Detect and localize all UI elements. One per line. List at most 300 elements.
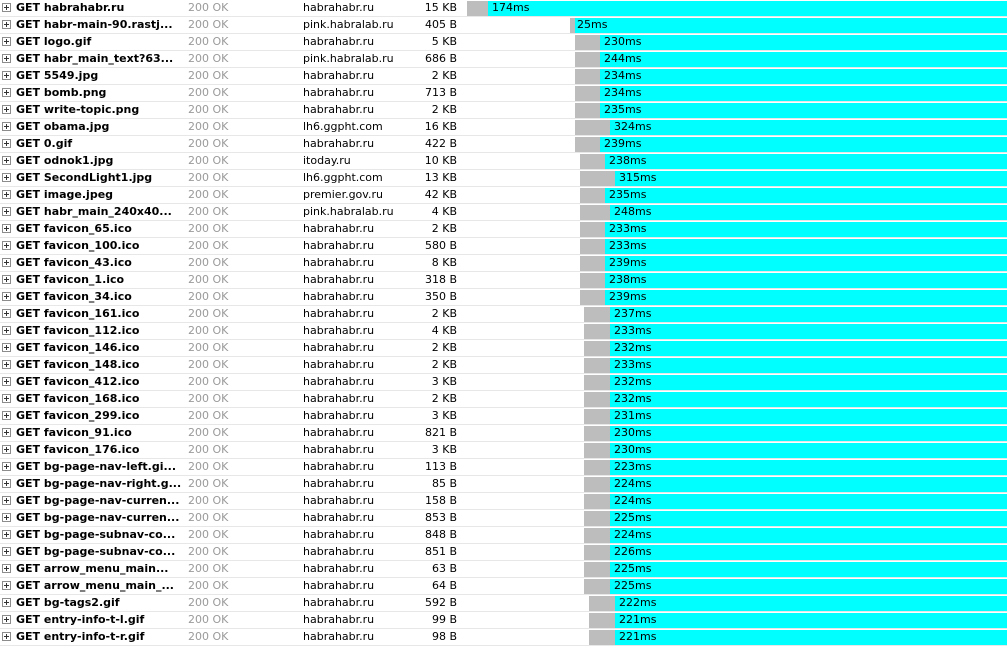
expand-plus-icon[interactable] xyxy=(2,598,11,607)
request-url: GET 0.gif xyxy=(16,137,73,150)
request-size: 8 KB xyxy=(431,256,457,269)
request-row[interactable] xyxy=(0,544,1007,561)
timeline-receive-bar xyxy=(610,443,1007,458)
request-time-label: 239ms xyxy=(609,256,647,269)
request-url: GET arrow_menu_main_... xyxy=(16,579,174,592)
request-size: 821 B xyxy=(424,426,457,439)
request-domain: habrahabr.ru xyxy=(303,443,375,456)
expand-plus-icon[interactable] xyxy=(2,54,11,63)
request-status: 200 OK xyxy=(188,460,229,473)
request-row[interactable] xyxy=(0,170,1007,187)
request-status: 200 OK xyxy=(188,35,229,48)
timeline-wait-bar xyxy=(575,120,610,135)
expand-plus-icon[interactable] xyxy=(2,37,11,46)
request-row[interactable] xyxy=(0,255,1007,272)
request-time-label: 239ms xyxy=(604,137,642,150)
request-row[interactable] xyxy=(0,340,1007,357)
timeline-wait-bar xyxy=(580,205,610,220)
request-status: 200 OK xyxy=(188,120,229,133)
expand-plus-icon[interactable] xyxy=(2,139,11,148)
request-domain: habrahabr.ru xyxy=(303,562,375,575)
request-row[interactable] xyxy=(0,612,1007,629)
request-domain: pink.habralab.ru xyxy=(303,18,394,31)
request-size: 422 B xyxy=(424,137,457,150)
expand-plus-icon[interactable] xyxy=(2,615,11,624)
expand-plus-icon[interactable] xyxy=(2,275,11,284)
request-row[interactable] xyxy=(0,119,1007,136)
request-url: GET favicon_91.ico xyxy=(16,426,132,439)
request-domain: lh6.ggpht.com xyxy=(303,171,383,184)
request-url: GET favicon_161.ico xyxy=(16,307,140,320)
request-domain: habrahabr.ru xyxy=(303,137,375,150)
request-url: GET bg-page-nav-right.g... xyxy=(16,477,182,490)
expand-plus-icon[interactable] xyxy=(2,88,11,97)
request-url: GET favicon_168.ico xyxy=(16,392,140,405)
request-status: 200 OK xyxy=(188,324,229,337)
request-row[interactable] xyxy=(0,289,1007,306)
expand-plus-icon[interactable] xyxy=(2,326,11,335)
request-status: 200 OK xyxy=(188,1,229,14)
timeline-receive-bar xyxy=(575,18,1007,33)
timeline-receive-bar xyxy=(610,409,1007,424)
request-size: 158 B xyxy=(424,494,457,507)
timeline-receive-bar xyxy=(615,630,1007,645)
request-size: 63 B xyxy=(431,562,457,575)
request-size: 350 B xyxy=(424,290,457,303)
timeline-wait-bar xyxy=(575,103,600,118)
request-row[interactable] xyxy=(0,629,1007,646)
timeline-wait-bar xyxy=(575,52,600,67)
request-size: 42 KB xyxy=(424,188,457,201)
request-time-label: 25ms xyxy=(577,18,608,31)
request-status: 200 OK xyxy=(188,239,229,252)
timeline-wait-bar xyxy=(580,154,605,169)
timeline-wait-bar xyxy=(580,256,605,271)
request-row[interactable] xyxy=(0,238,1007,255)
request-row[interactable] xyxy=(0,442,1007,459)
request-time-label: 224ms xyxy=(614,494,652,507)
request-status: 200 OK xyxy=(188,307,229,320)
request-url: GET favicon_43.ico xyxy=(16,256,132,269)
timeline-receive-bar xyxy=(610,579,1007,594)
request-size: 113 B xyxy=(424,460,457,473)
request-row[interactable] xyxy=(0,68,1007,85)
request-size: 2 KB xyxy=(431,69,457,82)
request-size: 5 KB xyxy=(431,35,457,48)
request-url: GET obama.jpg xyxy=(16,120,110,133)
expand-plus-icon[interactable] xyxy=(2,496,11,505)
request-domain: habrahabr.ru xyxy=(303,460,375,473)
request-size: 99 B xyxy=(431,613,457,626)
timeline-wait-bar xyxy=(580,222,605,237)
request-size: 592 B xyxy=(424,596,457,609)
request-row[interactable] xyxy=(0,476,1007,493)
expand-plus-icon[interactable] xyxy=(2,547,11,556)
request-url: GET habr_main_240x40... xyxy=(16,205,172,218)
request-url: GET bomb.png xyxy=(16,86,107,99)
timeline-receive-bar xyxy=(600,69,1007,84)
timeline-wait-bar xyxy=(584,409,610,424)
expand-plus-icon[interactable] xyxy=(2,564,11,573)
timeline-receive-bar xyxy=(605,256,1007,271)
request-status: 200 OK xyxy=(188,511,229,524)
request-status: 200 OK xyxy=(188,171,229,184)
request-row[interactable] xyxy=(0,306,1007,323)
request-time-label: 315ms xyxy=(619,171,657,184)
timeline-wait-bar xyxy=(589,613,615,628)
request-time-label: 225ms xyxy=(614,511,652,524)
request-time-label: 222ms xyxy=(619,596,657,609)
timeline-wait-bar xyxy=(575,137,600,152)
timeline-receive-bar xyxy=(600,137,1007,152)
request-url: GET bg-tags2.gif xyxy=(16,596,120,609)
timeline-receive-bar xyxy=(615,171,1007,186)
timeline-wait-bar xyxy=(584,341,610,356)
request-domain: habrahabr.ru xyxy=(303,239,375,252)
request-size: 853 B xyxy=(424,511,457,524)
request-time-label: 244ms xyxy=(604,52,642,65)
request-row[interactable] xyxy=(0,85,1007,102)
request-domain: habrahabr.ru xyxy=(303,222,375,235)
request-status: 200 OK xyxy=(188,222,229,235)
request-status: 200 OK xyxy=(188,477,229,490)
request-row[interactable] xyxy=(0,425,1007,442)
expand-plus-icon[interactable] xyxy=(2,513,11,522)
request-domain: habrahabr.ru xyxy=(303,477,375,490)
request-size: 686 B xyxy=(424,52,457,65)
expand-plus-icon[interactable] xyxy=(2,411,11,420)
expand-plus-icon[interactable] xyxy=(2,224,11,233)
request-row[interactable] xyxy=(0,323,1007,340)
request-url: GET favicon_112.ico xyxy=(16,324,140,337)
request-status: 200 OK xyxy=(188,545,229,558)
request-url: GET bg-page-nav-curren... xyxy=(16,494,180,507)
request-url: GET image.jpeg xyxy=(16,188,114,201)
expand-plus-icon[interactable] xyxy=(2,428,11,437)
request-size: 16 KB xyxy=(424,120,457,133)
request-time-label: 235ms xyxy=(604,103,642,116)
request-url: GET habr-main-90.rastj... xyxy=(16,18,173,31)
request-size: 2 KB xyxy=(431,307,457,320)
timeline-receive-bar xyxy=(610,120,1007,135)
request-status: 200 OK xyxy=(188,562,229,575)
timeline-wait-bar xyxy=(584,494,610,509)
request-time-label: 233ms xyxy=(609,222,647,235)
request-row[interactable] xyxy=(0,34,1007,51)
expand-plus-icon[interactable] xyxy=(2,581,11,590)
request-time-label: 223ms xyxy=(614,460,652,473)
expand-plus-icon[interactable] xyxy=(2,156,11,165)
timeline-receive-bar xyxy=(605,290,1007,305)
request-url: GET odnok1.jpg xyxy=(16,154,114,167)
timeline-wait-bar xyxy=(584,443,610,458)
request-url: GET favicon_299.ico xyxy=(16,409,140,422)
timeline-receive-bar xyxy=(615,596,1007,611)
request-size: 2 KB xyxy=(431,358,457,371)
request-time-label: 230ms xyxy=(614,426,652,439)
request-row[interactable] xyxy=(0,374,1007,391)
request-status: 200 OK xyxy=(188,256,229,269)
request-url: GET entry-info-t-r.gif xyxy=(16,630,145,643)
request-url: GET bg-page-subnav-co... xyxy=(16,528,176,541)
timeline-receive-bar xyxy=(605,222,1007,237)
timeline-receive-bar xyxy=(610,528,1007,543)
request-row[interactable] xyxy=(0,187,1007,204)
request-url: GET SecondLight1.jpg xyxy=(16,171,153,184)
request-domain: habrahabr.ru xyxy=(303,69,375,82)
timeline-receive-bar xyxy=(605,239,1007,254)
request-time-label: 230ms xyxy=(614,443,652,456)
timeline-wait-bar xyxy=(584,324,610,339)
request-domain: itoday.ru xyxy=(303,154,351,167)
request-domain: lh6.ggpht.com xyxy=(303,120,383,133)
request-row[interactable] xyxy=(0,510,1007,527)
request-domain: habrahabr.ru xyxy=(303,35,375,48)
request-url: GET favicon_34.ico xyxy=(16,290,132,303)
expand-plus-icon[interactable] xyxy=(2,173,11,182)
request-status: 200 OK xyxy=(188,630,229,643)
request-domain: habrahabr.ru xyxy=(303,256,375,269)
timeline-wait-bar xyxy=(584,358,610,373)
expand-plus-icon[interactable] xyxy=(2,377,11,386)
request-url: GET favicon_412.ico xyxy=(16,375,140,388)
expand-plus-icon[interactable] xyxy=(2,445,11,454)
request-domain: habrahabr.ru xyxy=(303,273,375,286)
request-domain: habrahabr.ru xyxy=(303,579,375,592)
request-domain: habrahabr.ru xyxy=(303,528,375,541)
timeline-wait-bar xyxy=(575,69,600,84)
timeline-wait-bar xyxy=(584,460,610,475)
request-size: 851 B xyxy=(424,545,457,558)
request-domain: habrahabr.ru xyxy=(303,409,375,422)
timeline-receive-bar xyxy=(605,154,1007,169)
request-time-label: 174ms xyxy=(492,1,530,14)
request-size: 10 KB xyxy=(424,154,457,167)
request-row[interactable] xyxy=(0,459,1007,476)
request-status: 200 OK xyxy=(188,205,229,218)
expand-plus-icon[interactable] xyxy=(2,105,11,114)
timeline-receive-bar xyxy=(600,103,1007,118)
request-url: GET habr_main_text?63... xyxy=(16,52,174,65)
timeline-wait-bar xyxy=(584,426,610,441)
request-url: GET bg-page-nav-curren... xyxy=(16,511,180,524)
request-time-label: 225ms xyxy=(614,579,652,592)
timeline-wait-bar xyxy=(589,630,615,645)
request-row[interactable] xyxy=(0,51,1007,68)
request-domain: habrahabr.ru xyxy=(303,358,375,371)
request-size: 318 B xyxy=(424,273,457,286)
request-status: 200 OK xyxy=(188,137,229,150)
request-time-label: 234ms xyxy=(604,86,642,99)
timeline-receive-bar xyxy=(610,545,1007,560)
expand-plus-icon[interactable] xyxy=(2,20,11,29)
request-size: 848 B xyxy=(424,528,457,541)
expand-plus-icon[interactable] xyxy=(2,258,11,267)
expand-plus-icon[interactable] xyxy=(2,462,11,471)
request-status: 200 OK xyxy=(188,613,229,626)
request-domain: habrahabr.ru xyxy=(303,392,375,405)
timeline-receive-bar xyxy=(610,375,1007,390)
request-time-label: 225ms xyxy=(614,562,652,575)
request-url: GET favicon_148.ico xyxy=(16,358,140,371)
request-status: 200 OK xyxy=(188,426,229,439)
timeline-wait-bar xyxy=(584,392,610,407)
timeline-wait-bar xyxy=(584,375,610,390)
request-domain: habrahabr.ru xyxy=(303,494,375,507)
request-domain: habrahabr.ru xyxy=(303,1,375,14)
timeline-receive-bar xyxy=(600,52,1007,67)
request-domain: habrahabr.ru xyxy=(303,375,375,388)
expand-plus-icon[interactable] xyxy=(2,309,11,318)
request-url: GET favicon_146.ico xyxy=(16,341,140,354)
request-url: GET 5549.jpg xyxy=(16,69,99,82)
request-time-label: 248ms xyxy=(614,205,652,218)
expand-plus-icon[interactable] xyxy=(2,190,11,199)
request-time-label: 237ms xyxy=(614,307,652,320)
request-size: 580 B xyxy=(424,239,457,252)
request-size: 3 KB xyxy=(431,375,457,388)
expand-plus-icon[interactable] xyxy=(2,207,11,216)
request-time-label: 231ms xyxy=(614,409,652,422)
expand-plus-icon[interactable] xyxy=(2,632,11,641)
timeline-wait-bar xyxy=(467,1,488,16)
request-status: 200 OK xyxy=(188,392,229,405)
request-status: 200 OK xyxy=(188,579,229,592)
request-row[interactable] xyxy=(0,578,1007,595)
timeline-wait-bar xyxy=(584,528,610,543)
request-status: 200 OK xyxy=(188,188,229,201)
request-url: GET bg-page-nav-left.gi... xyxy=(16,460,177,473)
timeline-wait-bar xyxy=(584,307,610,322)
request-time-label: 232ms xyxy=(614,392,652,405)
request-domain: habrahabr.ru xyxy=(303,307,375,320)
request-domain: habrahabr.ru xyxy=(303,341,375,354)
request-row[interactable] xyxy=(0,102,1007,119)
request-row[interactable] xyxy=(0,493,1007,510)
request-domain: pink.habralab.ru xyxy=(303,205,394,218)
timeline-receive-bar xyxy=(488,1,1007,16)
timeline-receive-bar xyxy=(610,392,1007,407)
timeline-receive-bar xyxy=(610,307,1007,322)
timeline-wait-bar xyxy=(584,579,610,594)
timeline-receive-bar xyxy=(610,460,1007,475)
timeline-receive-bar xyxy=(600,35,1007,50)
request-time-label: 233ms xyxy=(614,324,652,337)
timeline-receive-bar xyxy=(610,426,1007,441)
timeline-receive-bar xyxy=(600,86,1007,101)
timeline-wait-bar xyxy=(575,86,600,101)
timeline-receive-bar xyxy=(610,341,1007,356)
timeline-wait-bar xyxy=(575,35,600,50)
request-url: GET favicon_176.ico xyxy=(16,443,140,456)
request-row[interactable] xyxy=(0,357,1007,374)
timeline-wait-bar xyxy=(589,596,615,611)
request-status: 200 OK xyxy=(188,86,229,99)
timeline-receive-bar xyxy=(605,188,1007,203)
request-time-label: 232ms xyxy=(614,341,652,354)
request-row[interactable] xyxy=(0,221,1007,238)
expand-plus-icon[interactable] xyxy=(2,394,11,403)
request-row[interactable] xyxy=(0,272,1007,289)
request-status: 200 OK xyxy=(188,18,229,31)
request-size: 3 KB xyxy=(431,443,457,456)
request-domain: pink.habralab.ru xyxy=(303,52,394,65)
request-size: 98 B xyxy=(431,630,457,643)
request-url: GET favicon_65.ico xyxy=(16,222,132,235)
request-url: GET arrow_menu_main... xyxy=(16,562,169,575)
request-url: GET habrahabr.ru xyxy=(16,1,125,14)
timeline-receive-bar xyxy=(610,205,1007,220)
request-time-label: 233ms xyxy=(614,358,652,371)
request-url: GET favicon_1.ico xyxy=(16,273,125,286)
request-domain: premier.gov.ru xyxy=(303,188,383,201)
request-domain: habrahabr.ru xyxy=(303,86,375,99)
request-status: 200 OK xyxy=(188,52,229,65)
timeline-wait-bar xyxy=(584,562,610,577)
request-domain: habrahabr.ru xyxy=(303,324,375,337)
request-url: GET write-topic.png xyxy=(16,103,140,116)
request-row[interactable] xyxy=(0,391,1007,408)
request-size: 4 KB xyxy=(431,324,457,337)
request-time-label: 221ms xyxy=(619,613,657,626)
request-time-label: 238ms xyxy=(609,273,647,286)
request-domain: habrahabr.ru xyxy=(303,103,375,116)
request-domain: habrahabr.ru xyxy=(303,545,375,558)
expand-plus-icon[interactable] xyxy=(2,343,11,352)
timeline-receive-bar xyxy=(610,494,1007,509)
request-status: 200 OK xyxy=(188,358,229,371)
request-row[interactable] xyxy=(0,0,1007,17)
request-row[interactable] xyxy=(0,17,1007,34)
request-size: 2 KB xyxy=(431,341,457,354)
timeline-wait-bar xyxy=(580,239,605,254)
request-time-label: 230ms xyxy=(604,35,642,48)
request-size: 64 B xyxy=(431,579,457,592)
request-row[interactable] xyxy=(0,408,1007,425)
request-row[interactable] xyxy=(0,527,1007,544)
request-row[interactable] xyxy=(0,153,1007,170)
request-time-label: 235ms xyxy=(609,188,647,201)
request-row[interactable] xyxy=(0,204,1007,221)
timeline-receive-bar xyxy=(610,358,1007,373)
expand-plus-icon[interactable] xyxy=(2,360,11,369)
expand-plus-icon[interactable] xyxy=(2,241,11,250)
timeline-receive-bar xyxy=(610,324,1007,339)
timeline-wait-bar xyxy=(584,545,610,560)
expand-plus-icon[interactable] xyxy=(2,292,11,301)
request-time-label: 224ms xyxy=(614,477,652,490)
request-size: 2 KB xyxy=(431,222,457,235)
request-size: 13 KB xyxy=(424,171,457,184)
timeline-wait-bar xyxy=(584,511,610,526)
expand-plus-icon[interactable] xyxy=(2,479,11,488)
expand-plus-icon[interactable] xyxy=(2,530,11,539)
request-time-label: 224ms xyxy=(614,528,652,541)
expand-plus-icon[interactable] xyxy=(2,122,11,131)
request-row[interactable] xyxy=(0,561,1007,578)
expand-plus-icon[interactable] xyxy=(2,71,11,80)
request-status: 200 OK xyxy=(188,596,229,609)
request-row[interactable] xyxy=(0,136,1007,153)
request-status: 200 OK xyxy=(188,494,229,507)
request-row[interactable] xyxy=(0,595,1007,612)
request-domain: habrahabr.ru xyxy=(303,613,375,626)
request-domain: habrahabr.ru xyxy=(303,426,375,439)
timeline-wait-bar xyxy=(580,171,615,186)
expand-plus-icon[interactable] xyxy=(2,3,11,12)
request-time-label: 238ms xyxy=(609,154,647,167)
request-status: 200 OK xyxy=(188,273,229,286)
